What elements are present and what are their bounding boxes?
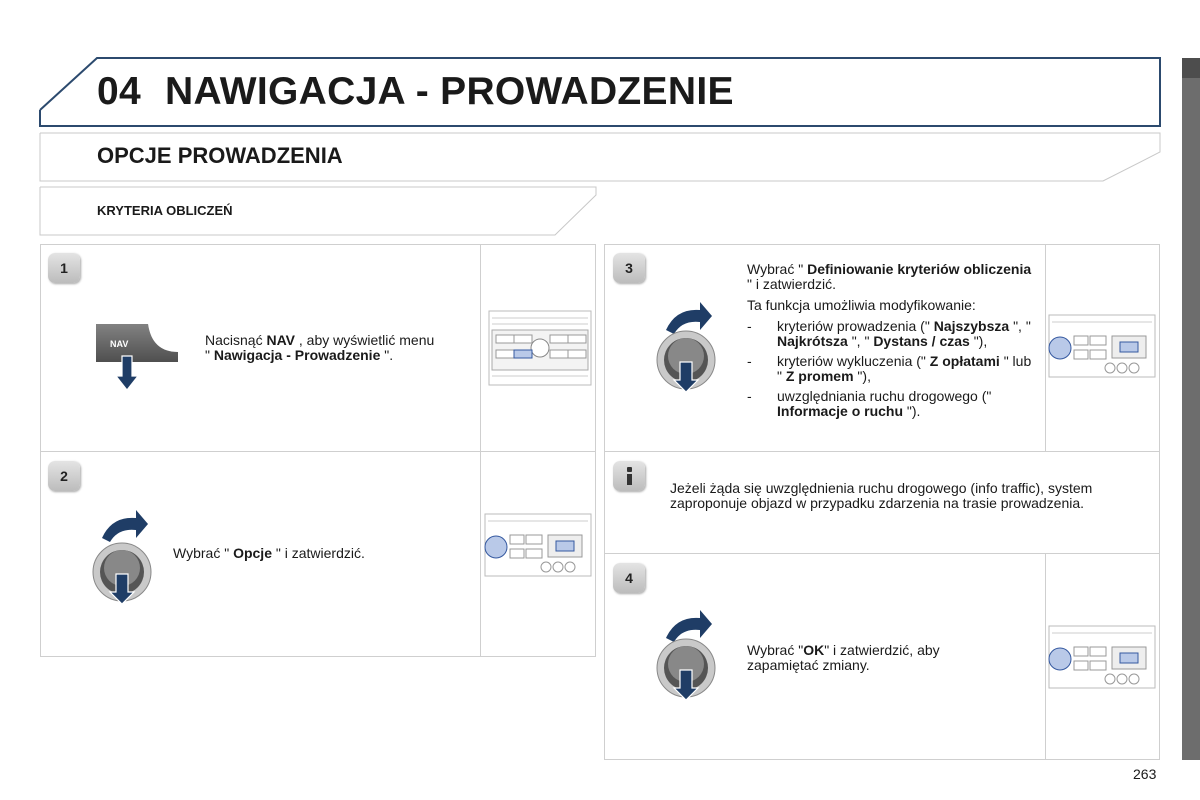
step-4-badge: 4 xyxy=(613,563,645,593)
step-2-text-b: " i zatwierdzić. xyxy=(271,545,365,561)
step-3-badge: 3 xyxy=(613,253,645,283)
step-1-text-nav: NAV xyxy=(266,332,295,348)
step-2-text-a: Wybrać " xyxy=(173,545,234,561)
step-1-text-menu: Nawigacja - Prowadzenie xyxy=(213,347,381,363)
step-2-badge: 2 xyxy=(48,461,80,491)
step-2-text-opcje: Opcje xyxy=(233,545,272,561)
step-3-intro xyxy=(747,262,1037,292)
nav-button-text: NAV xyxy=(110,339,129,349)
section-title: OPCJE PROWADZENIA xyxy=(97,143,343,168)
chapter-title xyxy=(97,70,734,114)
radio-unit-illustration xyxy=(1048,314,1156,378)
step-1-text-d: ". xyxy=(380,347,394,363)
step-2-text xyxy=(173,546,473,561)
radio-unit-illustration xyxy=(1048,625,1156,689)
list-item: - uwzględniania ruchu drogowego (" Informacje o ruchu "). xyxy=(747,389,1037,419)
chapter-number: 04 xyxy=(97,70,141,113)
step-1-text xyxy=(205,333,475,363)
step-3-intro-b: " i zatwierdzić. xyxy=(747,276,836,292)
chapter-title-text: NAWIGACJA - PROWADZENIE xyxy=(164,70,734,113)
info-text: Jeżeli żąda się uwzględnienia ruchu drogowego (info traffic), system zaproponuje objazd w przypadku zdarzenia na trasie prowadzenia. xyxy=(670,480,1093,511)
rotary-knob-illustration xyxy=(652,298,724,398)
sidebar-bar xyxy=(1182,58,1200,760)
radio-unit-illustration xyxy=(484,513,592,577)
list-item: - kryteriów wykluczenia (" Z opłatami " lub " Z promem "), xyxy=(747,354,1037,384)
page-number: 263 xyxy=(1133,766,1157,782)
step-1-text-a: Nacisnąć xyxy=(205,332,267,348)
list-item: - kryteriów prowadzenia (" Najszybsza ", " Najkrótsza ", " Dystans / czas "), xyxy=(747,319,1037,349)
step-3-intro-a: Wybrać " xyxy=(747,261,808,277)
step-3-bullets xyxy=(747,319,1037,424)
step-4-text xyxy=(747,643,1007,673)
rotary-knob-illustration xyxy=(652,606,724,706)
step-4-text-a: Wybrać " xyxy=(747,642,804,658)
rotary-knob-illustration xyxy=(88,506,160,606)
step-4-text-ok: OK xyxy=(803,642,825,658)
subsection-title: KRYTERIA OBLICZEŃ xyxy=(97,203,233,218)
sidebar-bar-top xyxy=(1182,58,1200,78)
nav-button-illustration xyxy=(92,318,182,394)
step-1-badge: 1 xyxy=(48,253,80,283)
info-icon xyxy=(613,461,645,491)
step-1-text-b: , aby wyświetlić menu xyxy=(295,332,435,348)
radio-unit-illustration xyxy=(488,310,592,386)
step-1-text-c: " xyxy=(205,347,214,363)
step-3-intro-menu: Definiowanie kryteriów obliczenia xyxy=(807,261,1032,277)
step-3-lead: Ta funkcja umożliwia modyfikowanie: xyxy=(747,297,976,313)
step-4-text-b: " i zatwierdzić, aby zapamiętać zmiany. xyxy=(747,642,940,673)
